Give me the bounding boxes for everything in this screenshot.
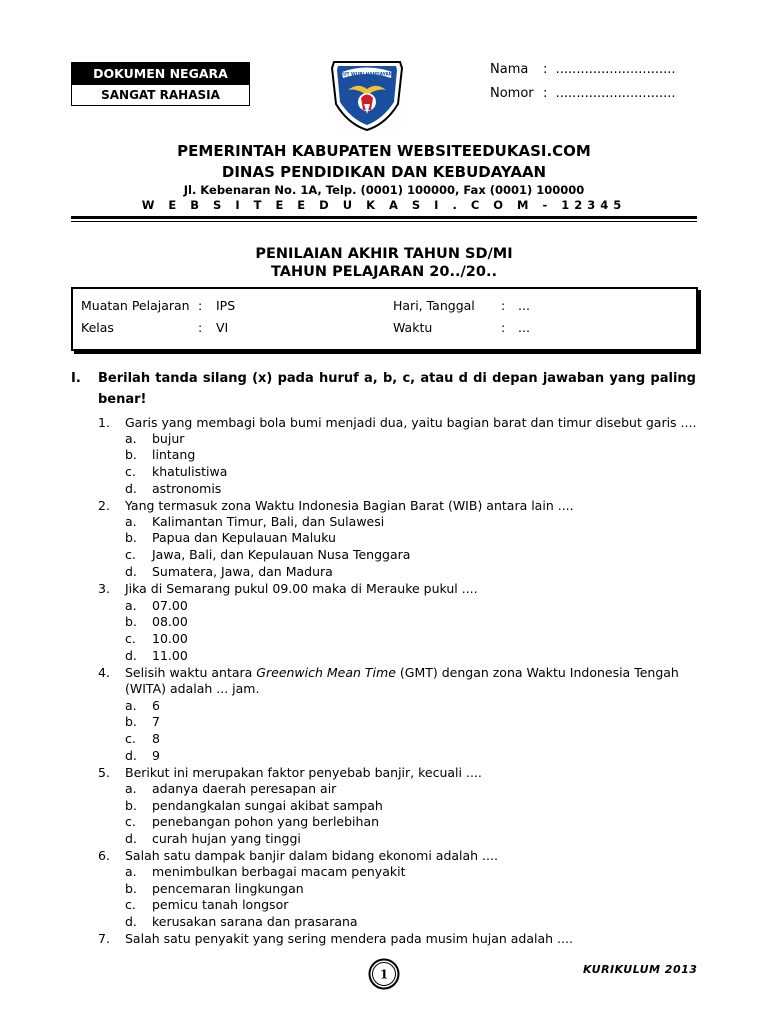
option-letter: a. xyxy=(125,781,137,796)
name-label: Nama xyxy=(490,62,529,77)
time-label: Waktu xyxy=(393,320,433,335)
question-number: 1. xyxy=(98,415,110,430)
option-letter: d. xyxy=(125,648,137,663)
exam-year: TAHUN PELAJARAN 20../20.. xyxy=(271,264,497,280)
option-text: Sumatera, Jawa, dan Madura xyxy=(152,564,333,579)
question-number: 2. xyxy=(98,498,110,513)
option-text: kerusakan sarana dan prasarana xyxy=(152,914,358,929)
option-letter: b. xyxy=(125,447,137,462)
question-text-part: Selisih waktu antara xyxy=(125,665,257,680)
option-letter: d. xyxy=(125,481,137,496)
class-label: Kelas xyxy=(81,320,114,335)
name-sep: : xyxy=(543,62,548,77)
date-label: Hari, Tanggal xyxy=(393,298,475,313)
option-text: curah hujan yang tinggi xyxy=(152,831,301,846)
stamp-bottom-label: SANGAT RAHASIA xyxy=(71,85,250,106)
question-text: Yang termasuk zona Waktu Indonesia Bagian Barat (WIB) antara lain .... xyxy=(125,498,574,513)
option-letter: a. xyxy=(125,431,137,446)
question-text: Salah satu penyakit yang sering mendera pada musim hujan adalah .... xyxy=(125,931,573,946)
name-value: ............................. xyxy=(555,62,676,77)
tut-wuri-handayani-logo-icon xyxy=(328,58,406,132)
class-sep: : xyxy=(198,320,203,335)
option-text: penebangan pohon yang berlebihan xyxy=(152,814,380,829)
question-number: 5. xyxy=(98,765,110,780)
page-number: 1 xyxy=(379,967,389,982)
question-text: Garis yang membagi bola bumi menjadi dua, yaitu bagian barat dan timur disebut garis .... xyxy=(125,415,697,430)
option-text: 10.00 xyxy=(152,631,188,646)
number-sep: : xyxy=(543,86,548,101)
option-letter: d. xyxy=(125,914,137,929)
question-text: Berikut ini merupakan faktor penyebab banjir, kecuali .... xyxy=(125,765,482,780)
option-text: pencemaran lingkungan xyxy=(152,881,304,896)
option-text: Jawa, Bali, dan Kepulauan Nusa Tenggara xyxy=(152,547,411,562)
option-text: adanya daerah peresapan air xyxy=(152,781,337,796)
option-text: pendangkalan sungai akibat sampah xyxy=(152,798,383,813)
exam-title: PENILAIAN AKHIR TAHUN SD/MI xyxy=(255,246,513,262)
option-letter: a. xyxy=(125,698,137,713)
option-letter: b. xyxy=(125,714,137,729)
question-text: Jika di Semarang pukul 09.00 maka di Merauke pukul .... xyxy=(125,581,478,596)
classification-stamp xyxy=(71,62,250,106)
time-sep: : xyxy=(501,320,506,335)
header-address: Jl. Kebenaran No. 1A, Telp. (0001) 100000, Fax (0001) 100000 xyxy=(183,183,585,197)
question-number: 4. xyxy=(98,665,110,680)
option-letter: c. xyxy=(125,731,136,746)
option-text: Kalimantan Timur, Bali, dan Sulawesi xyxy=(152,514,385,529)
option-text: 11.00 xyxy=(152,648,188,663)
subject-sep: : xyxy=(198,298,203,313)
option-text: 6 xyxy=(152,698,160,713)
option-letter: b. xyxy=(125,530,137,545)
section-number: I. xyxy=(71,371,81,386)
option-text: menimbulkan berbagai macam penyakit xyxy=(152,864,406,879)
date-sep: : xyxy=(501,298,506,313)
header-government: PEMERINTAH KABUPATEN WEBSITEEDUKASI.COM xyxy=(177,142,591,160)
header-rule-thick xyxy=(71,216,697,219)
header-website: W E B S I T E E D U K A S I . C O M - 12345 xyxy=(141,198,627,212)
question-text-continued: (WITA) adalah ... jam. xyxy=(125,681,260,696)
subject-label: Muatan Pelajaran xyxy=(81,298,190,313)
curriculum-label: KURIKULUM 2013 xyxy=(583,963,698,976)
option-letter: d. xyxy=(125,748,137,763)
question-text-italic: Greenwich Mean Time xyxy=(256,665,396,680)
option-text: Papua dan Kepulauan Maluku xyxy=(152,530,336,545)
option-letter: b. xyxy=(125,614,137,629)
option-letter: d. xyxy=(125,831,137,846)
question-number: 6. xyxy=(98,848,110,863)
option-text: 7 xyxy=(152,714,160,729)
option-letter: c. xyxy=(125,897,136,912)
exam-info-box xyxy=(71,287,698,351)
question-text: Salah satu dampak banjir dalam bidang ekonomi adalah .... xyxy=(125,848,498,863)
header-rule-thin xyxy=(71,221,697,222)
time-value: ... xyxy=(518,320,530,335)
option-text: lintang xyxy=(152,447,196,462)
question-number: 7. xyxy=(98,931,110,946)
option-letter: a. xyxy=(125,864,137,879)
option-letter: c. xyxy=(125,631,136,646)
date-value: ... xyxy=(518,298,530,313)
option-text: bujur xyxy=(152,431,185,446)
question-text xyxy=(125,665,679,680)
number-value: ............................. xyxy=(555,86,676,101)
option-text: 08.00 xyxy=(152,614,188,629)
logo-motto: TUT WURI HANDAYANI xyxy=(340,72,394,78)
question-text-part: (GMT) dengan zona Waktu Indonesia Tengah xyxy=(395,665,679,680)
class-value: VI xyxy=(216,320,229,335)
option-text: pemicu tanah longsor xyxy=(152,897,289,912)
section-instruction: Berilah tanda silang (x) pada huruf a, b, c, atau d di depan jawaban yang paling xyxy=(98,371,696,386)
option-letter: c. xyxy=(125,464,136,479)
name-field xyxy=(490,62,676,77)
stamp-top-label: DOKUMEN NEGARA xyxy=(71,62,250,85)
subject-value: IPS xyxy=(216,298,236,313)
option-text: astronomis xyxy=(152,481,222,496)
option-letter: a. xyxy=(125,514,137,529)
number-field xyxy=(490,86,676,101)
option-letter: b. xyxy=(125,881,137,896)
question-number: 3. xyxy=(98,581,110,596)
option-letter: c. xyxy=(125,814,136,829)
option-text: khatulistiwa xyxy=(152,464,228,479)
option-letter: c. xyxy=(125,547,136,562)
option-letter: b. xyxy=(125,798,137,813)
option-text: 9 xyxy=(152,748,160,763)
page-number-badge xyxy=(368,958,400,990)
option-letter: a. xyxy=(125,598,137,613)
number-label: Nomor xyxy=(490,86,534,101)
header-department: DINAS PENDIDIKAN DAN KEBUDAYAAN xyxy=(221,163,547,181)
section-instruction-end: benar! xyxy=(98,392,147,407)
option-letter: d. xyxy=(125,564,137,579)
option-text: 8 xyxy=(152,731,160,746)
option-text: 07.00 xyxy=(152,598,188,613)
